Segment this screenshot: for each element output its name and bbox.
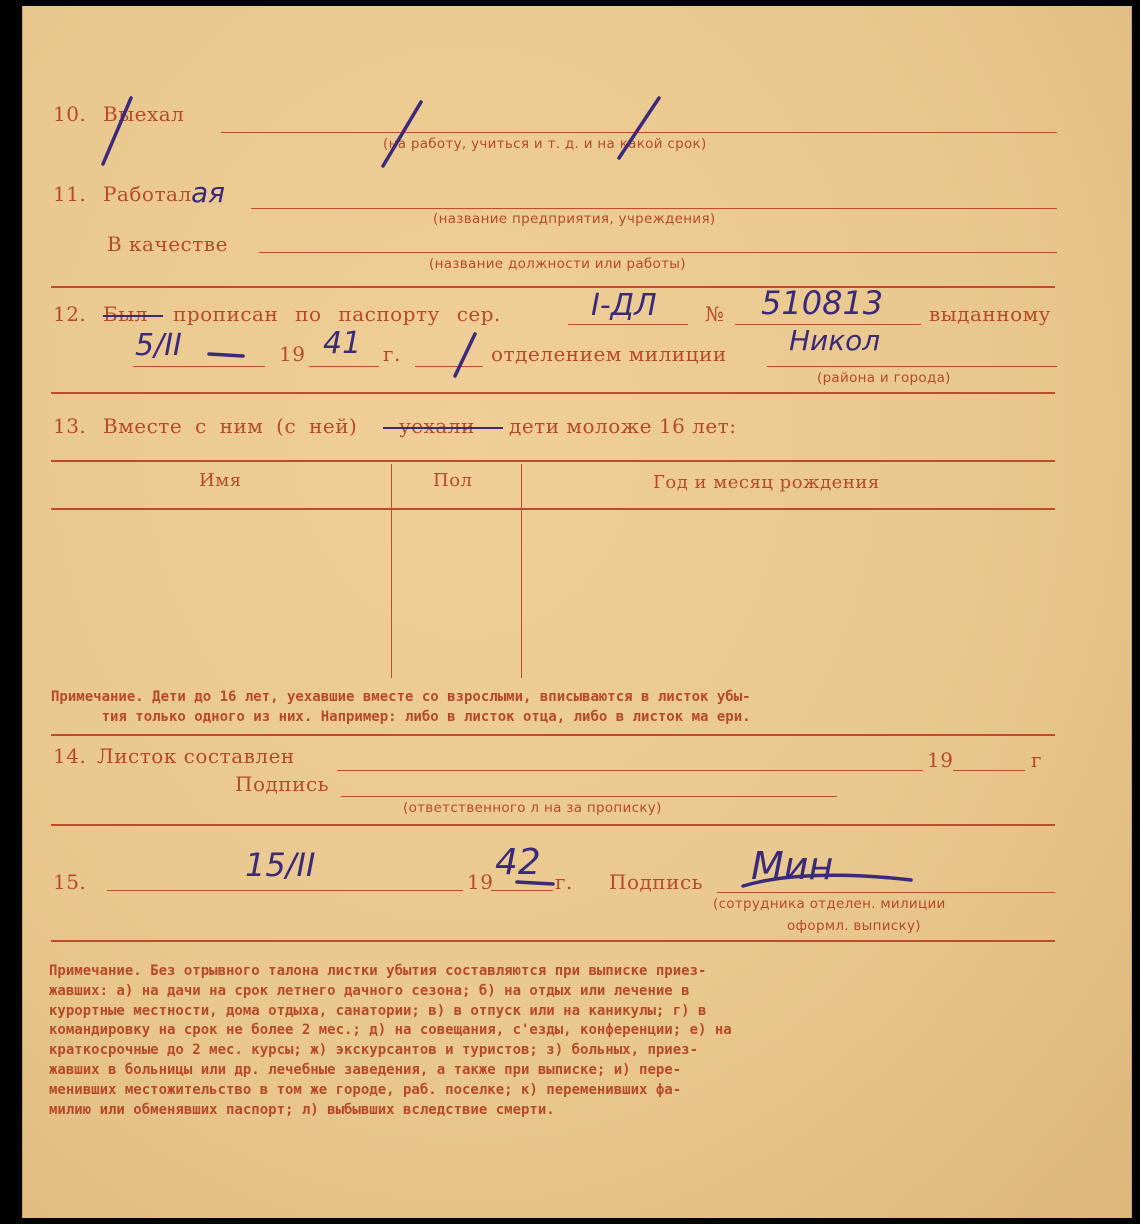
issue-year: 41 — [323, 326, 362, 361]
field-11-handwritten-ending: ая — [191, 176, 226, 209]
field-12-number-sign: № — [705, 302, 725, 326]
field-12-dash-stroke — [455, 334, 475, 376]
field-12-year-prefix: 19 — [279, 342, 306, 366]
field-11-number: 11. — [53, 182, 87, 206]
field-15-hint-2: оформл. выписку) — [787, 918, 921, 934]
field-10-dash-stroke-1 — [103, 98, 131, 164]
signature-flourish — [743, 875, 911, 886]
police-district: Никол — [789, 324, 881, 357]
issue-date: 5/II — [135, 328, 182, 363]
field-14-year-prefix: 19 — [927, 748, 954, 772]
departure-form — [22, 6, 1132, 1218]
year15-underline — [517, 882, 553, 884]
field-14-hint: (ответственного л на за прописку) — [403, 800, 662, 816]
passport-number: 510813 — [761, 284, 884, 322]
field-15-signature-label: Подпись — [609, 870, 704, 894]
passport-series: I-ДЛ — [591, 288, 657, 323]
field-13-text: Вместе с ним (с ней) — [103, 414, 358, 438]
field-10-number: 10. — [53, 102, 87, 126]
field-12-year-suffix: г. — [383, 342, 401, 366]
field-10-dash-stroke-2 — [383, 102, 421, 166]
table-header-sex: Пол — [433, 470, 473, 491]
field-12-text: прописан по паспорту сер. — [173, 302, 501, 326]
table-header-name: Имя — [199, 470, 242, 491]
field-10-hint: (на работу, учиться и т. д. и на какой срок) — [383, 136, 707, 152]
field-10-label: Выехал — [103, 102, 185, 126]
field-14-number: 14. — [53, 744, 87, 768]
handwritten-strokes — [23, 6, 1131, 1218]
departure-date: 15/II — [245, 846, 316, 884]
issue-date-underline — [209, 354, 243, 356]
field-14-signature-label: Подпись — [235, 772, 330, 796]
field-12-number: 12. — [53, 302, 87, 326]
departure-year: 42 — [495, 842, 541, 883]
field-15-hint-1: (сотрудника отделен. милиции — [713, 896, 946, 912]
field-12-police-label: отделением милиции — [491, 342, 727, 366]
note-children: Примечание. Дети до 16 лет, уехавшие вместе со взрослыми, вписываются в листок убы- тия только одного из них. Например: либо в листок отца, либо в листок ма ери. — [51, 689, 751, 725]
field-11-position-label: В качестве — [107, 232, 228, 256]
note-without-coupon: Примечание. Без отрывного талона листки убытия составляются при выписке приез- жавших: а) на дачи на срок летнего дачного сезона; б) на отдых или лечение в курортные местности, дома отдыха, санатории; в) в отпуск или на каникулы; г) в командировку на срок не более 2 мес.; д) на совещания, с'езды, конференции; е) на краткосрочные до 2 мес. курсы; ж) экскурсантов и туристов; з) больных, приез- жавших в больницы или др. лечебные заведения, а также при выписке; и) пере- менивших местожительство в том же городе, раб. поселке; к) переменивших фа- милию или обменявших паспорт; л) выбывших вследствие смерти. — [49, 963, 732, 1118]
field-15-year-prefix: 19 — [467, 870, 494, 894]
field-11-label: Работал — [103, 182, 192, 206]
officer-signature: Мин — [751, 844, 834, 888]
field-14-label: Листок составлен — [97, 744, 295, 768]
table-header-birth: Год и месяц рождения — [653, 472, 880, 493]
field-12-struck-word: Был — [103, 302, 148, 326]
field-12-hint: (района и города) — [817, 370, 951, 386]
field-12-issued-label: выданному — [929, 302, 1051, 326]
field-10-dash-stroke-3 — [619, 98, 659, 158]
field-15-number: 15. — [53, 870, 87, 894]
field-13-struck-word: уехали — [399, 414, 475, 438]
field-11-hint: (название предприятия, учреждения) — [433, 211, 716, 227]
field-11-position-hint: (название должности или работы) — [429, 256, 686, 272]
field-14-year-suffix: г — [1031, 748, 1042, 772]
field-13-text-2: дети моложе 16 лет: — [509, 414, 737, 438]
field-13-number: 13. — [53, 414, 87, 438]
field-15-year-suffix: г. — [555, 870, 573, 894]
